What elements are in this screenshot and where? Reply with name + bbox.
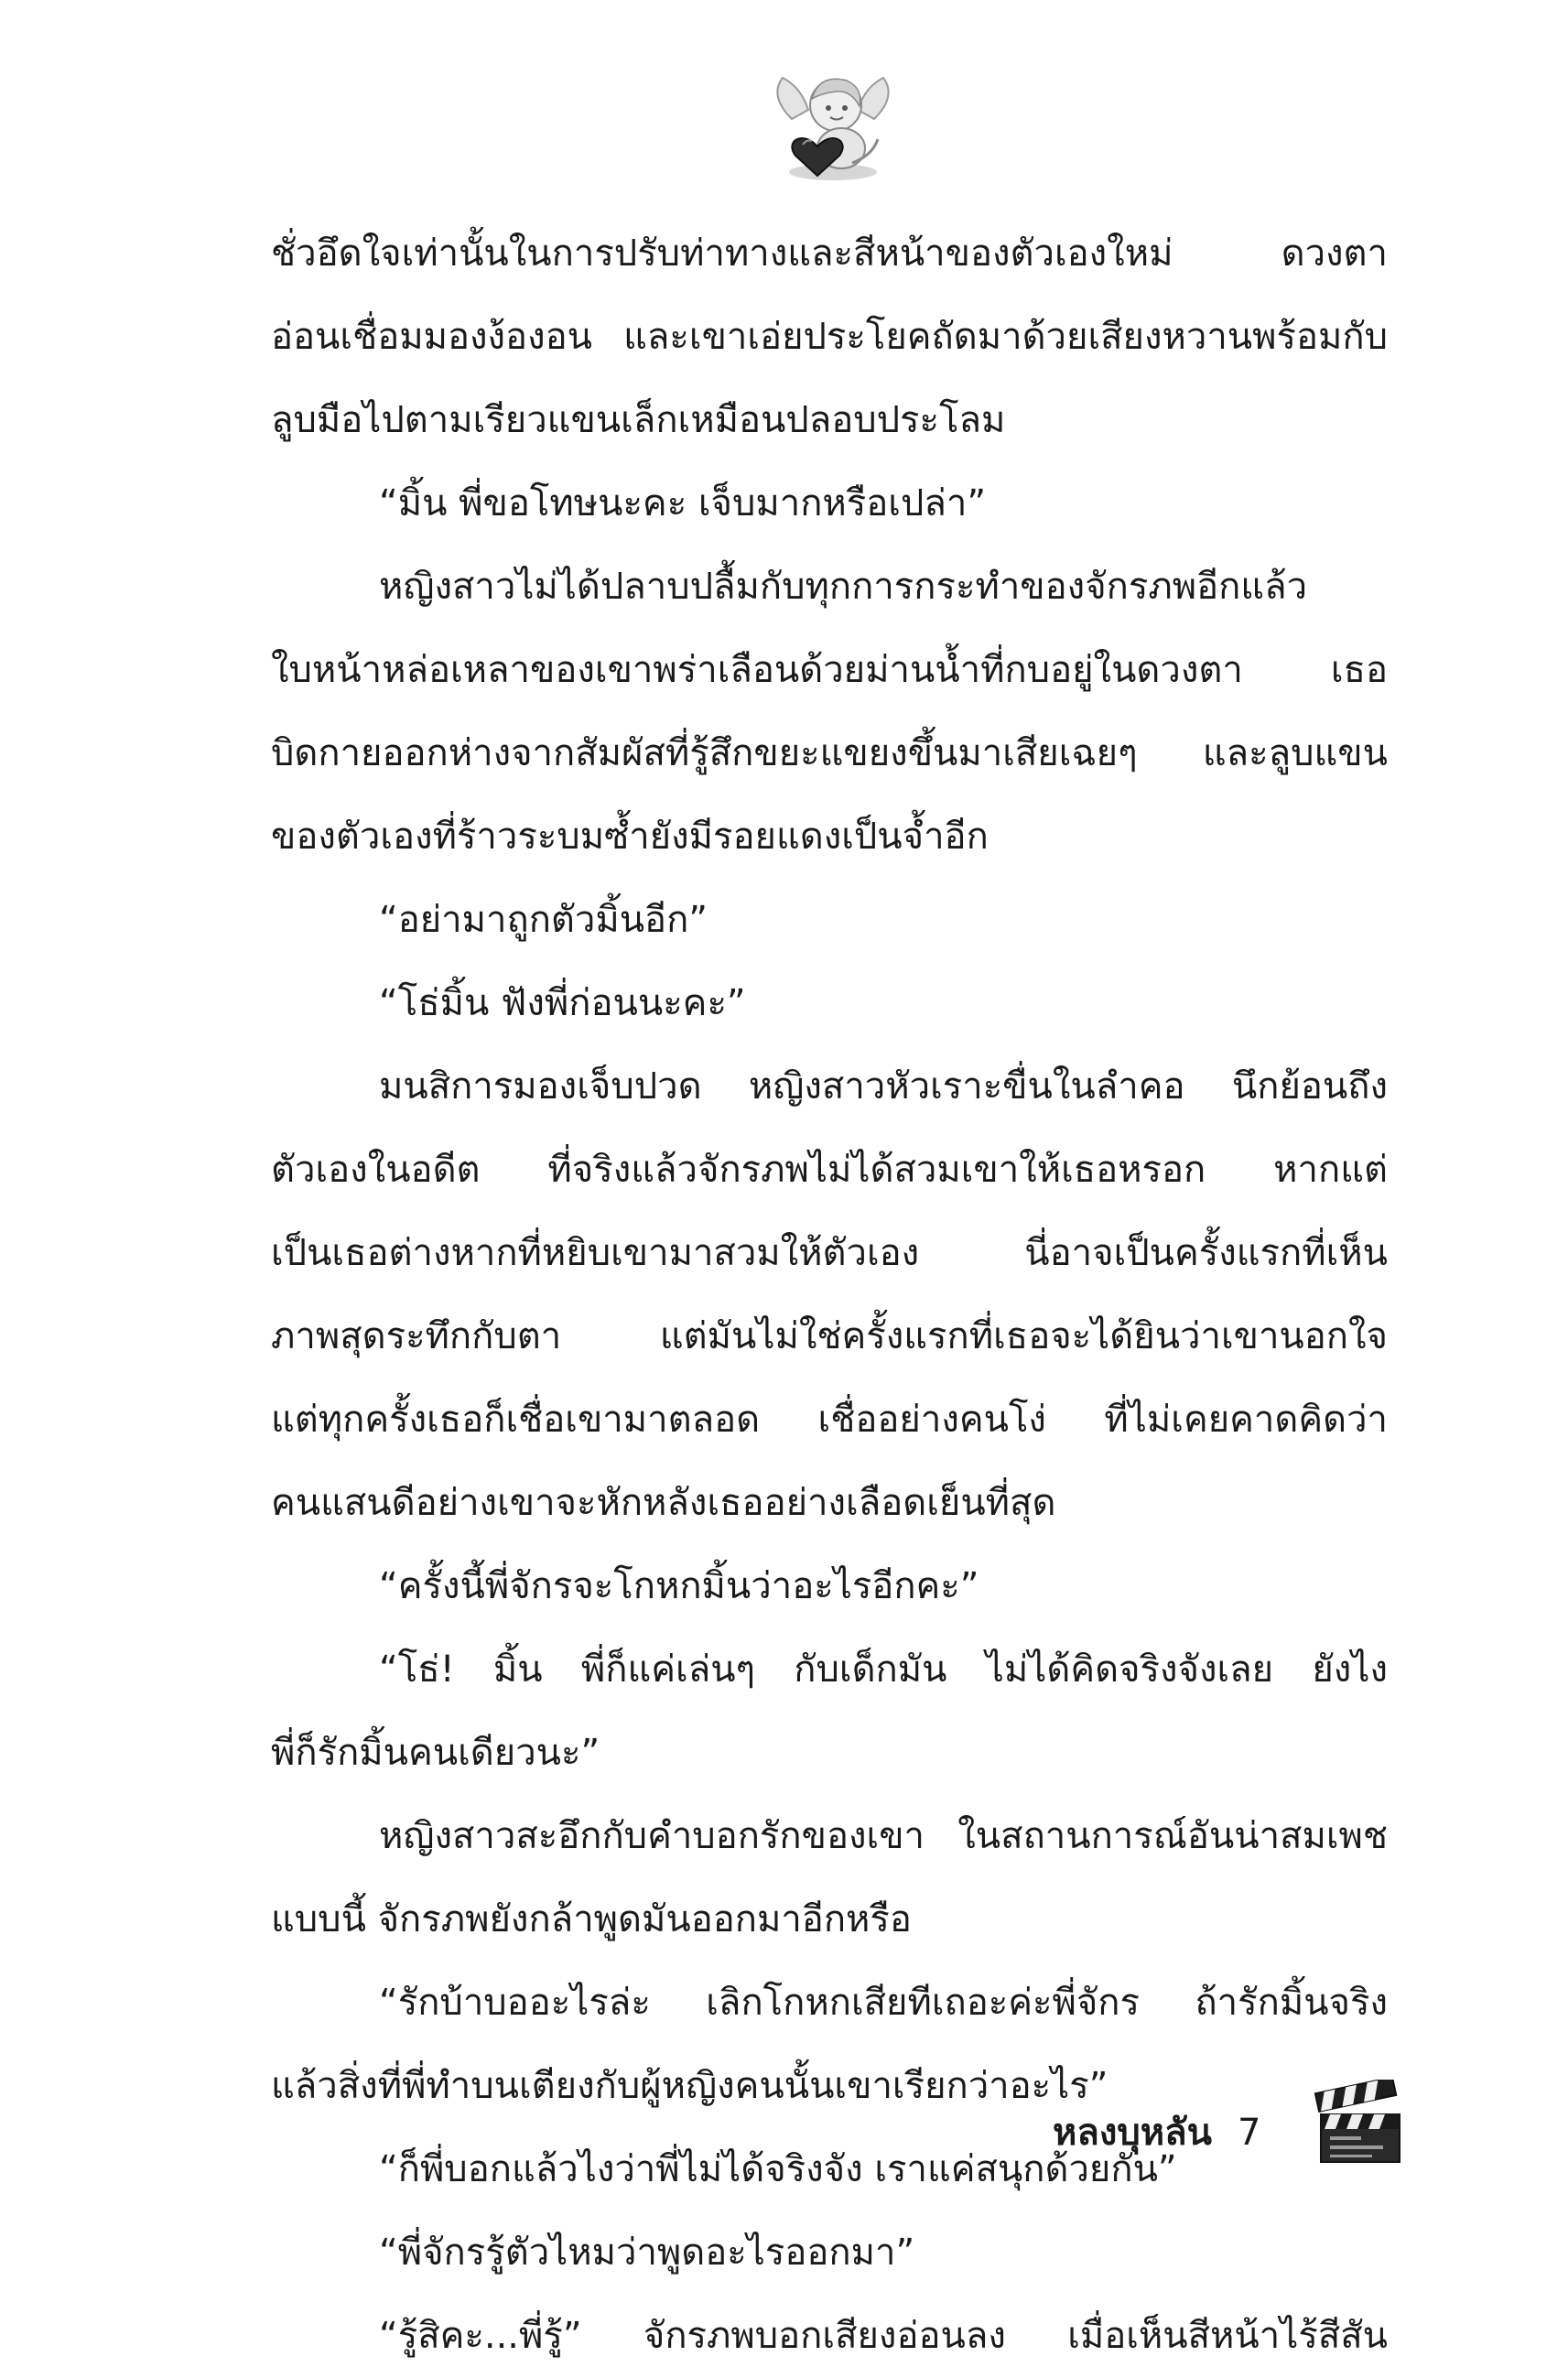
text-line: “อย่ามาถูกตัวมิ้นอีก”: [379, 899, 708, 941]
text-line: แบบนี้ จักรภพยังกล้าพูดมันออกมาอีกหรือ: [271, 1898, 912, 1940]
clapperboard-icon: [1314, 2080, 1405, 2167]
text-line: “ก็พี่บอกแล้วไงว่าพี่ไม่ได้จริงจัง เราแค่สนุกด้วยกัน”: [379, 2148, 1177, 2190]
text-line: คนแสนดีอย่างเขาจะหักหลังเธออย่างเลือดเย็นที่สุด: [271, 1482, 1056, 1524]
page-footer: [1053, 2105, 1260, 2160]
text-line: พี่ก็รักมิ้นคนเดียวนะ”: [271, 1732, 600, 1774]
page-text: [271, 212, 1388, 2378]
text-line: ภาพสุดระทึกกับตา แต่มันไม่ใช่ครั้งแรกที่เธอจะได้ยินว่าเขานอกใจ: [271, 1315, 1388, 1357]
text-line: หญิงสาวไม่ได้ปลาบปลื้มกับทุกการกระทำของจักรภพอีกแล้ว: [379, 566, 1308, 608]
text-line: ตัวเองในอดีต ที่จริงแล้วจักรภพไม่ได้สวมเขาให้เธอหรอก หากแต่: [271, 1149, 1388, 1191]
text-line: มนสิการมองเจ็บปวด หญิงสาวหัวเราะขื่นในลำคอ นึกย้อนถึง: [379, 1065, 1388, 1108]
text-line: “ครั้งนี้พี่จักรจะโกหกมิ้นว่าอะไรอีกคะ”: [379, 1565, 979, 1607]
text-line: ลูบมือไปตามเรียวแขนเล็กเหมือนปลอบประโลม: [271, 399, 1006, 441]
text-line: ใบหน้าหล่อเหลาของเขาพร่าเลือนด้วยม่านน้ำที่กบอยู่ในดวงตา เธอ: [271, 649, 1388, 691]
text-line: แล้วสิ่งที่พี่ทำบนเตียงกับผู้หญิงคนนั้นเขาเรียกว่าอะไร”: [271, 2065, 1108, 2107]
book-title: หลงบุหลัน: [1053, 2112, 1213, 2154]
text-line: “โธ่! มิ้น พี่ก็แค่เล่นๆ กับเด็กมัน ไม่ได้คิดจริงจังเลย ยังไง: [379, 1648, 1388, 1691]
text-line: แต่ทุกครั้งเธอก็เชื่อเขามาตลอด เชื่ออย่างคนโง่ ที่ไม่เคยคาดคิดว่า: [271, 1399, 1388, 1441]
text-line: “รักบ้าบออะไรล่ะ เลิกโกหกเสียทีเถอะค่ะพี่จักร ถ้ารักมิ้นจริง: [379, 1982, 1388, 2024]
text-line: “พี่จักรรู้ตัวไหมว่าพูดอะไรออกมา”: [379, 2232, 915, 2274]
text-line: บิดกายออกห่างจากสัมผัสที่รู้สึกขยะแขยงขึ้นมาเสียเฉยๆ และลูบแขน: [271, 732, 1388, 774]
page-number: 7: [1238, 2112, 1261, 2154]
text-line: “โธ่มิ้น ฟังพี่ก่อนนะคะ”: [379, 982, 746, 1024]
text-line: “รู้สิคะ...พี่รู้” จักรภพบอกเสียงอ่อนลง เมื่อเห็นสีหน้าไร้สีสัน: [379, 2315, 1388, 2357]
text-line: เป็นเธอต่างหากที่หยิบเขามาสวมให้ตัวเอง นี่อาจเป็นครั้งแรกที่เห็น: [271, 1232, 1388, 1274]
text-line: “มิ้น พี่ขอโทษนะคะ เจ็บมากหรือเปล่า”: [379, 482, 987, 524]
cupid-heart-icon: [764, 55, 902, 192]
text-line: อ่อนเชื่อมมองง้องอน และเขาเอ่ยประโยคถัดมาด้วยเสียงหวานพร้อมกับ: [271, 316, 1388, 358]
text-line: ชั่วอึดใจเท่านั้นในการปรับท่าทางและสีหน้าของตัวเองใหม่ ดวงตา: [271, 232, 1388, 275]
text-line: หญิงสาวสะอึกกับคำบอกรักของเขา ในสถานการณ์อันน่าสมเพช: [379, 1815, 1388, 1857]
text-line: ของตัวเองที่ร้าวระบมซ้ำยังมีรอยแดงเป็นจ้ำอีก: [271, 816, 989, 858]
